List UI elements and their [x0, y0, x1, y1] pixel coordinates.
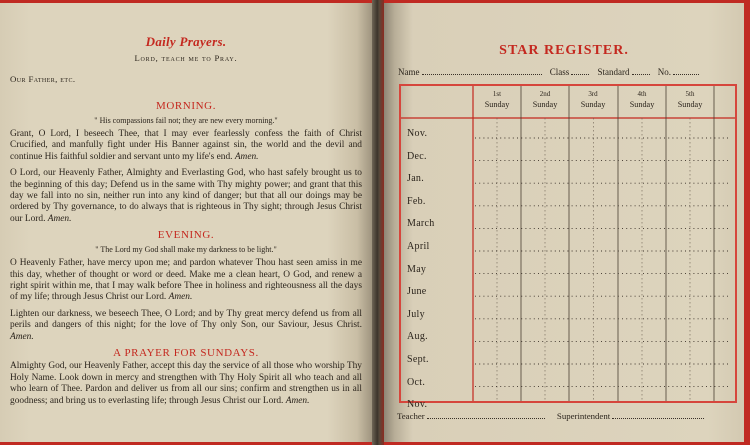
month-label: Aug. [407, 331, 428, 343]
sundays-heading: A PRAYER FOR SUNDAYS. [113, 346, 259, 359]
month-label: Feb. [407, 195, 426, 207]
class-label: Class [549, 67, 570, 77]
register-title: STAR REGISTER. [499, 43, 629, 58]
morning-prayer-1 [10, 129, 362, 163]
register-footer [397, 410, 737, 421]
teacher-field[interactable] [427, 410, 545, 419]
our-father-line: Our Father, etc. [10, 73, 76, 84]
evening-prayer-2 [10, 309, 362, 343]
amen-text: Amen. [234, 151, 259, 162]
month-label: March [407, 218, 435, 230]
prayer-text: O Lord, our Heavenly Father, Almighty and Everlasting God, who hast safely brought us to the beginning of this day; Defend us in the same with Thy mighty power; and grant that this day we fall into no sin, neither run into any kind of danger; but that all our doings may be ordered by Thy governance, to do always that is righteous in Thy sight; through Jesus Christ our Lord. [10, 168, 362, 224]
book-spine [372, 0, 384, 445]
morning-prayer-2 [10, 168, 362, 225]
evening-heading: EVENING. [157, 229, 215, 242]
prayer-text: O Heavenly Father, have mercy upon me; and pardon whatever Thou hast seen amiss in me this day, whether of thought or word or deed. Make me a clean heart, O God, and renew a right spirit within me, that I may walk before Thee in holiness and righteousness all the days of my life; through Jesus Christ our Lord. [10, 258, 362, 303]
month-label: Nov. [407, 128, 428, 139]
teacher-label: Teacher [397, 411, 425, 421]
amen-text: Amen. [285, 395, 310, 406]
amen-text: Amen. [168, 292, 193, 303]
column-ordinal: 5th [685, 90, 695, 98]
evening-quote: " The Lord my God shall make my darkness to be light." [95, 244, 277, 254]
page-subtitle: Lord, teach me to Pray. [134, 53, 238, 64]
number-field[interactable] [673, 66, 699, 75]
column-header-5 [666, 90, 714, 109]
column-label: Sunday [484, 99, 510, 109]
month-label: July [407, 308, 425, 320]
superintendent-field[interactable] [612, 410, 704, 419]
name-field[interactable] [422, 66, 542, 75]
month-label: June [407, 286, 427, 298]
prayer-text: Grant, O Lord, I beseech Thee, that I may ever fearlessly confess the faith of Christ Crucified, and manfully fight under His Banner against sin, the world and the devil and continue His faithful soldier and servant unto my life's end. [10, 129, 362, 162]
month-label: Nov. [407, 399, 428, 411]
column-label: Sunday [629, 99, 655, 109]
month-label: Jan. [407, 173, 425, 185]
column-ordinal: 4th [637, 90, 647, 98]
month-label: May [407, 263, 427, 275]
number-label: No. [657, 67, 672, 77]
column-ordinal: 3rd [588, 90, 598, 98]
superintendent-label: Superintendent [556, 411, 611, 421]
column-label: Sunday [677, 99, 703, 109]
month-label: Oct. [407, 376, 426, 388]
column-header-4 [618, 90, 666, 109]
column-header-2 [521, 90, 569, 109]
column-header-3 [569, 90, 617, 109]
column-ordinal: 1st [492, 90, 502, 98]
class-field[interactable] [571, 66, 589, 75]
daily-prayers-section [10, 30, 362, 412]
column-ordinal: 2nd [539, 90, 551, 98]
standard-label: Standard [597, 67, 630, 77]
evening-prayer-1 [10, 258, 362, 304]
star-register-section [384, 3, 744, 442]
standard-field[interactable] [632, 66, 650, 75]
register-table [399, 84, 737, 411]
page-title: Daily Prayers. [145, 34, 227, 49]
amen-text: Amen. [47, 213, 72, 224]
month-label: Sept. [407, 354, 429, 365]
month-label: April [407, 241, 430, 252]
amen-text: Amen. [10, 331, 34, 342]
name-label: Name [398, 67, 420, 77]
column-header-1 [473, 90, 521, 109]
prayer-text: Lighten our darkness, we beseech Thee, O Lord; and by Thy great mercy defend us from all perils and dangers of this night; for the love of Thy only Son, our Saviour, Jesus Christ. [10, 308, 362, 331]
column-label: Sunday [580, 99, 606, 109]
month-label: Dec. [407, 150, 427, 162]
sundays-prayer [10, 361, 362, 407]
prayer-text: Almighty God, our Heavenly Father, accept this day the service of all those who worship Thy Holy Name. Look down in mercy and strengthen with Thy Holy Spirit all who teach and all who learn of Thee. Pardon and deliver us from all our sins; confirm and strengthen us in all goodness; and bring us to everlasting life; through Jesus Christ our Lord. [10, 361, 362, 406]
register-fields [398, 66, 738, 77]
morning-quote: " His compassions fail not; they are new every morning." [94, 115, 278, 125]
column-label: Sunday [532, 99, 558, 109]
morning-heading: MORNING. [155, 100, 217, 113]
